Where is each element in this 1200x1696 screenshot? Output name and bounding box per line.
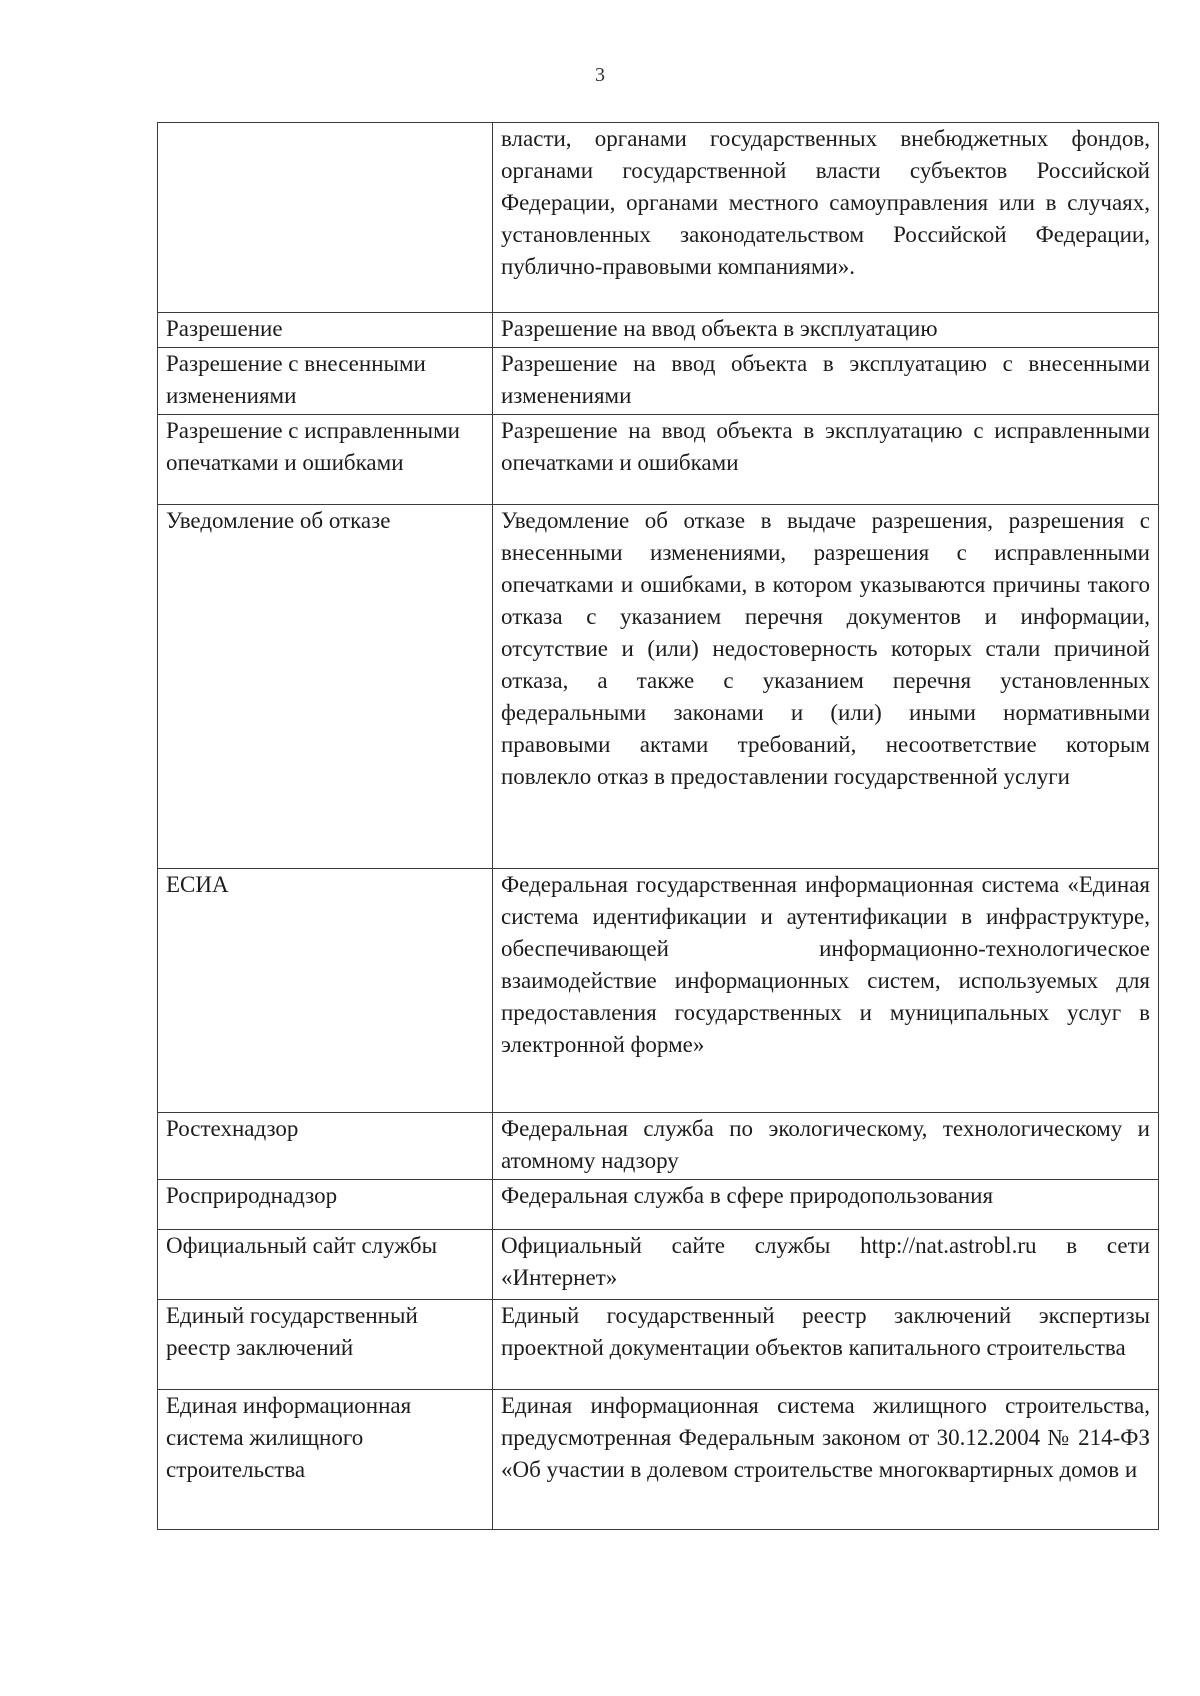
definition-cell: Официальный сайте службы http://nat.astrobl.ru в сети «Интернет» — [493, 1230, 1159, 1300]
table-row — [158, 1230, 1159, 1300]
term-cell: ЕСИА — [158, 869, 493, 1113]
table-row — [158, 313, 1159, 348]
definition-cell: Уведомление об отказе в выдаче разрешения, разрешения с внесенными изменениями, разрешения с исправленными опечатками и ошибками, в котором указываются причины такого отказа с указанием перечня документов и информации, отсутствие и (или) недостоверность которых стали причиной отказа, а также с указанием перечня установленных федеральными законами и (или) иными нормативными правовыми актами требований, несоответствие которым повлекло отказ в предоставлении государственной услуги — [493, 505, 1159, 869]
table-row — [158, 1390, 1159, 1530]
term-cell: Разрешение с внесенными изменениями — [158, 348, 493, 415]
term-cell: Единая информационная система жилищного строительства — [158, 1390, 493, 1530]
definition-cell: Разрешение на ввод объекта в эксплуатацию с исправленными опечатками и ошибками — [493, 415, 1159, 505]
term-cell: Ростехнадзор — [158, 1113, 493, 1180]
table-row — [158, 869, 1159, 1113]
definition-cell: Разрешение на ввод объекта в эксплуатацию с внесенными изменениями — [493, 348, 1159, 415]
table-row — [158, 348, 1159, 415]
table-row — [158, 1113, 1159, 1180]
term-cell: Разрешение — [158, 313, 493, 348]
table-row — [158, 505, 1159, 869]
definition-cell: Федеральная служба в сфере природопользования — [493, 1180, 1159, 1230]
definitions-table — [157, 122, 1159, 1530]
definitions-table-body — [158, 123, 1159, 1530]
table-row — [158, 1180, 1159, 1230]
definition-cell: Федеральная служба по экологическому, технологическому и атомному надзору — [493, 1113, 1159, 1180]
table-row — [158, 123, 1159, 313]
table-row — [158, 415, 1159, 505]
definition-cell: Разрешение на ввод объекта в эксплуатацию — [493, 313, 1159, 348]
definition-cell: Федеральная государственная информационная система «Единая система идентификации и аутентификации в инфраструктуре, обеспечивающей информационно-технологическое взаимодействие информационных систем, используемых для предоставления государственных и муниципальных услуг в электронной форме» — [493, 869, 1159, 1113]
term-cell — [158, 123, 493, 313]
definition-cell: Единая информационная система жилищного строительства, предусмотренная Федеральным законом от 30.12.2004 № 214-ФЗ «Об участии в долевом строительстве многоквартирных домов и — [493, 1390, 1159, 1530]
definition-cell: власти, органами государственных внебюджетных фондов, органами государственной власти субъектов Российской Федерации, органами местного самоуправления или в случаях, установленных законодательством Российской Федерации, публично-правовыми компаниями». — [493, 123, 1159, 313]
term-cell: Официальный сайт службы — [158, 1230, 493, 1300]
term-cell: Разрешение с исправленными опечатками и ошибками — [158, 415, 493, 505]
term-cell: Росприроднадзор — [158, 1180, 493, 1230]
page-number: 3 — [595, 64, 605, 86]
table-row — [158, 1300, 1159, 1390]
term-cell: Уведомление об отказе — [158, 505, 493, 869]
definition-cell: Единый государственный реестр заключений экспертизы проектной документации объектов капитального строительства — [493, 1300, 1159, 1390]
term-cell: Единый государственный реестр заключений — [158, 1300, 493, 1390]
